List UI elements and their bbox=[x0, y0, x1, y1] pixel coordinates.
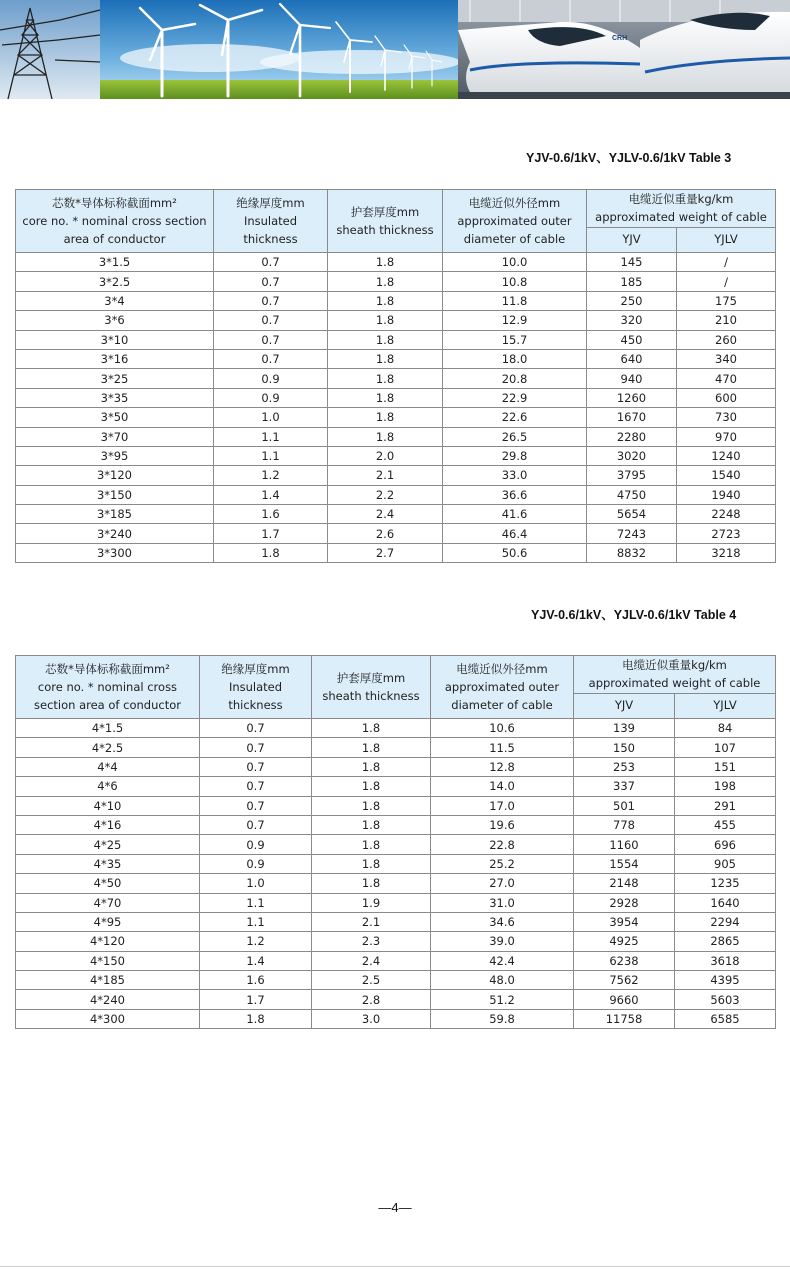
cell-diameter: 17.0 bbox=[431, 796, 574, 815]
cell-weight-yjlv: 470 bbox=[677, 369, 776, 388]
cell-weight-yjv: 1554 bbox=[574, 854, 675, 873]
cell-weight-yjv: 3020 bbox=[587, 446, 677, 465]
cell-sheath: 2.4 bbox=[328, 505, 443, 524]
cell-sheath: 1.8 bbox=[312, 854, 431, 873]
cell-weight-yjv: 7243 bbox=[587, 524, 677, 543]
cell-weight-yjlv: 210 bbox=[677, 311, 776, 330]
cell-sheath: 1.8 bbox=[312, 757, 431, 776]
cell-weight-yjlv: / bbox=[677, 272, 776, 291]
cell-diameter: 22.6 bbox=[443, 408, 587, 427]
cell-insulation: 1.2 bbox=[200, 932, 312, 951]
cable-spec-table-3 bbox=[15, 189, 776, 563]
cell-sheath: 1.8 bbox=[312, 777, 431, 796]
cell-conductor: 3*70 bbox=[16, 427, 214, 446]
cell-weight-yjlv: / bbox=[677, 253, 776, 272]
cell-weight-yjv: 7562 bbox=[574, 971, 675, 990]
cell-conductor: 3*150 bbox=[16, 485, 214, 504]
cell-insulation: 0.7 bbox=[200, 796, 312, 815]
table-row bbox=[16, 1009, 776, 1028]
table-row bbox=[16, 408, 776, 427]
cell-insulation: 1.0 bbox=[214, 408, 328, 427]
table-row bbox=[16, 719, 776, 738]
table-row bbox=[16, 951, 776, 970]
cell-sheath: 1.8 bbox=[328, 253, 443, 272]
cell-sheath: 1.8 bbox=[328, 388, 443, 407]
cell-sheath: 2.7 bbox=[328, 543, 443, 562]
page-number: —4— bbox=[378, 1200, 412, 1215]
cell-diameter: 12.8 bbox=[431, 757, 574, 776]
cell-weight-yjlv: 905 bbox=[675, 854, 776, 873]
cell-weight-yjlv: 1940 bbox=[677, 485, 776, 504]
cell-diameter: 12.9 bbox=[443, 311, 587, 330]
cell-sheath: 2.6 bbox=[328, 524, 443, 543]
table-row bbox=[16, 893, 776, 912]
table-row bbox=[16, 272, 776, 291]
cell-sheath: 2.2 bbox=[328, 485, 443, 504]
cell-insulation: 1.2 bbox=[214, 466, 328, 485]
high-speed-train-image bbox=[458, 0, 790, 99]
cell-sheath: 2.4 bbox=[312, 951, 431, 970]
cell-sheath: 2.3 bbox=[312, 932, 431, 951]
cell-weight-yjv: 3795 bbox=[587, 466, 677, 485]
cell-sheath: 2.5 bbox=[312, 971, 431, 990]
cell-sheath: 2.0 bbox=[328, 446, 443, 465]
cell-sheath: 1.9 bbox=[312, 893, 431, 912]
header-sheath-thickness: 护套厚度mm sheath thickness bbox=[328, 190, 443, 253]
cell-weight-yjlv: 455 bbox=[675, 815, 776, 834]
header-insulation-thickness: 绝缘厚度mm Insulated thickness bbox=[214, 190, 328, 253]
cell-weight-yjlv: 175 bbox=[677, 291, 776, 310]
cell-weight-yjlv: 260 bbox=[677, 330, 776, 349]
cell-weight-yjlv: 1240 bbox=[677, 446, 776, 465]
cell-weight-yjv: 940 bbox=[587, 369, 677, 388]
cell-insulation: 1.4 bbox=[200, 951, 312, 970]
cell-sheath: 1.8 bbox=[328, 408, 443, 427]
cell-weight-yjlv: 970 bbox=[677, 427, 776, 446]
header-yjv: YJV bbox=[587, 227, 677, 252]
cell-diameter: 29.8 bbox=[443, 446, 587, 465]
header-outer-diameter: 电缆近似外径mm approximated outer diameter of cable bbox=[443, 190, 587, 253]
cell-conductor: 4*120 bbox=[16, 932, 200, 951]
cell-weight-yjlv: 5603 bbox=[675, 990, 776, 1009]
header-cable-weight: 电缆近似重量kg/km approximated weight of cable bbox=[574, 656, 776, 694]
cell-weight-yjlv: 291 bbox=[675, 796, 776, 815]
page-bottom-rule bbox=[0, 1266, 790, 1267]
cell-conductor: 4*185 bbox=[16, 971, 200, 990]
cell-conductor: 4*1.5 bbox=[16, 719, 200, 738]
cell-weight-yjv: 11758 bbox=[574, 1009, 675, 1028]
cell-conductor: 4*25 bbox=[16, 835, 200, 854]
cell-weight-yjlv: 696 bbox=[675, 835, 776, 854]
cell-diameter: 18.0 bbox=[443, 349, 587, 368]
cell-conductor: 3*120 bbox=[16, 466, 214, 485]
cell-insulation: 0.9 bbox=[214, 388, 328, 407]
cell-weight-yjv: 139 bbox=[574, 719, 675, 738]
cell-weight-yjlv: 3218 bbox=[677, 543, 776, 562]
cell-diameter: 10.0 bbox=[443, 253, 587, 272]
cell-weight-yjv: 501 bbox=[574, 796, 675, 815]
cell-conductor: 3*2.5 bbox=[16, 272, 214, 291]
cell-insulation: 1.6 bbox=[214, 505, 328, 524]
cell-weight-yjlv: 1235 bbox=[675, 874, 776, 893]
cell-diameter: 31.0 bbox=[431, 893, 574, 912]
cell-weight-yjv: 2148 bbox=[574, 874, 675, 893]
cell-weight-yjv: 1670 bbox=[587, 408, 677, 427]
cell-diameter: 34.6 bbox=[431, 912, 574, 931]
cell-sheath: 1.8 bbox=[312, 815, 431, 834]
cell-weight-yjlv: 151 bbox=[675, 757, 776, 776]
table-row bbox=[16, 835, 776, 854]
cell-weight-yjv: 640 bbox=[587, 349, 677, 368]
cell-diameter: 10.6 bbox=[431, 719, 574, 738]
cell-conductor: 4*70 bbox=[16, 893, 200, 912]
cell-sheath: 1.8 bbox=[328, 311, 443, 330]
header-sheath-thickness: 护套厚度mm sheath thickness bbox=[312, 656, 431, 719]
cell-weight-yjlv: 1540 bbox=[677, 466, 776, 485]
cell-diameter: 48.0 bbox=[431, 971, 574, 990]
cell-conductor: 4*4 bbox=[16, 757, 200, 776]
cell-insulation: 1.8 bbox=[200, 1009, 312, 1028]
table-row bbox=[16, 738, 776, 757]
cell-sheath: 1.8 bbox=[328, 291, 443, 310]
cell-weight-yjv: 3954 bbox=[574, 912, 675, 931]
cell-weight-yjv: 6238 bbox=[574, 951, 675, 970]
cell-weight-yjv: 5654 bbox=[587, 505, 677, 524]
cell-diameter: 19.6 bbox=[431, 815, 574, 834]
table-row bbox=[16, 253, 776, 272]
cell-insulation: 1.1 bbox=[214, 427, 328, 446]
cell-insulation: 1.1 bbox=[214, 446, 328, 465]
cell-diameter: 41.6 bbox=[443, 505, 587, 524]
cell-conductor: 4*16 bbox=[16, 815, 200, 834]
cell-diameter: 10.8 bbox=[443, 272, 587, 291]
table-3-body bbox=[16, 253, 776, 563]
cell-conductor: 3*16 bbox=[16, 349, 214, 368]
crh-logo-text: CRH bbox=[612, 35, 628, 42]
cell-weight-yjv: 250 bbox=[587, 291, 677, 310]
header-yjv: YJV bbox=[574, 693, 675, 718]
cell-weight-yjv: 8832 bbox=[587, 543, 677, 562]
table-row bbox=[16, 757, 776, 776]
cell-weight-yjlv: 2723 bbox=[677, 524, 776, 543]
cell-weight-yjv: 1260 bbox=[587, 388, 677, 407]
cell-insulation: 0.7 bbox=[214, 272, 328, 291]
table-row bbox=[16, 505, 776, 524]
table-row bbox=[16, 971, 776, 990]
cell-diameter: 36.6 bbox=[443, 485, 587, 504]
cell-conductor: 4*300 bbox=[16, 1009, 200, 1028]
header-conductor-section: 芯数*导体标称截面mm² core no. * nominal cross section area of conductor bbox=[16, 190, 214, 253]
cell-weight-yjv: 2928 bbox=[574, 893, 675, 912]
cell-conductor: 4*2.5 bbox=[16, 738, 200, 757]
table-3-title: YJV-0.6/1kV、YJLV-0.6/1kV Table 3 bbox=[526, 151, 732, 165]
wind-turbines-image bbox=[100, 0, 460, 99]
cell-sheath: 1.8 bbox=[312, 738, 431, 757]
cell-weight-yjlv: 730 bbox=[677, 408, 776, 427]
cell-sheath: 2.1 bbox=[328, 466, 443, 485]
cell-weight-yjlv: 340 bbox=[677, 349, 776, 368]
cell-diameter: 33.0 bbox=[443, 466, 587, 485]
cell-diameter: 27.0 bbox=[431, 874, 574, 893]
cell-conductor: 3*1.5 bbox=[16, 253, 214, 272]
cell-weight-yjv: 1160 bbox=[574, 835, 675, 854]
cell-weight-yjlv: 3618 bbox=[675, 951, 776, 970]
cell-diameter: 42.4 bbox=[431, 951, 574, 970]
cell-insulation: 1.0 bbox=[200, 874, 312, 893]
cell-insulation: 1.4 bbox=[214, 485, 328, 504]
table-row bbox=[16, 369, 776, 388]
table-row bbox=[16, 446, 776, 465]
cell-conductor: 4*150 bbox=[16, 951, 200, 970]
cell-conductor: 3*240 bbox=[16, 524, 214, 543]
cell-conductor: 4*6 bbox=[16, 777, 200, 796]
cell-conductor: 4*35 bbox=[16, 854, 200, 873]
cell-conductor: 4*95 bbox=[16, 912, 200, 931]
header-yjlv: YJLV bbox=[677, 227, 776, 252]
cell-weight-yjv: 778 bbox=[574, 815, 675, 834]
cell-sheath: 1.8 bbox=[328, 427, 443, 446]
cell-diameter: 11.8 bbox=[443, 291, 587, 310]
table-row bbox=[16, 291, 776, 310]
header-outer-diameter: 电缆近似外径mm approximated outer diameter of cable bbox=[431, 656, 574, 719]
header-conductor-section: 芯数*导体标称截面mm² core no. * nominal cross section area of conductor bbox=[16, 656, 200, 719]
table-row bbox=[16, 427, 776, 446]
cell-sheath: 1.8 bbox=[328, 330, 443, 349]
table-row bbox=[16, 990, 776, 1009]
cell-insulation: 1.6 bbox=[200, 971, 312, 990]
cell-insulation: 0.7 bbox=[200, 738, 312, 757]
table-4-title: YJV-0.6/1kV、YJLV-0.6/1kV Table 4 bbox=[531, 608, 737, 622]
header-cable-weight: 电缆近似重量kg/km approximated weight of cable bbox=[587, 190, 776, 228]
cell-sheath: 1.8 bbox=[312, 796, 431, 815]
table-row bbox=[16, 485, 776, 504]
table-row bbox=[16, 932, 776, 951]
cell-conductor: 3*4 bbox=[16, 291, 214, 310]
header-banner bbox=[0, 0, 790, 99]
cell-insulation: 0.9 bbox=[200, 854, 312, 873]
table-row bbox=[16, 388, 776, 407]
cell-insulation: 0.7 bbox=[214, 349, 328, 368]
cell-weight-yjlv: 198 bbox=[675, 777, 776, 796]
header-yjlv: YJLV bbox=[675, 693, 776, 718]
table-row bbox=[16, 796, 776, 815]
cell-insulation: 0.9 bbox=[200, 835, 312, 854]
cell-sheath: 3.0 bbox=[312, 1009, 431, 1028]
cell-conductor: 4*50 bbox=[16, 874, 200, 893]
power-tower-image bbox=[0, 0, 100, 99]
cell-weight-yjlv: 107 bbox=[675, 738, 776, 757]
cell-weight-yjv: 145 bbox=[587, 253, 677, 272]
cell-insulation: 0.9 bbox=[214, 369, 328, 388]
cell-sheath: 1.8 bbox=[312, 874, 431, 893]
table-row bbox=[16, 777, 776, 796]
cell-conductor: 4*240 bbox=[16, 990, 200, 1009]
cell-weight-yjv: 450 bbox=[587, 330, 677, 349]
cell-conductor: 3*50 bbox=[16, 408, 214, 427]
cell-diameter: 39.0 bbox=[431, 932, 574, 951]
cell-weight-yjv: 185 bbox=[587, 272, 677, 291]
cable-spec-table-4 bbox=[15, 655, 776, 1029]
table-row bbox=[16, 330, 776, 349]
cell-sheath: 1.8 bbox=[312, 835, 431, 854]
cell-weight-yjv: 4925 bbox=[574, 932, 675, 951]
cell-weight-yjlv: 2294 bbox=[675, 912, 776, 931]
table-row bbox=[16, 311, 776, 330]
cell-conductor: 3*185 bbox=[16, 505, 214, 524]
cell-weight-yjlv: 600 bbox=[677, 388, 776, 407]
cell-weight-yjv: 150 bbox=[574, 738, 675, 757]
cell-sheath: 1.8 bbox=[328, 369, 443, 388]
cell-insulation: 0.7 bbox=[214, 253, 328, 272]
cell-weight-yjlv: 4395 bbox=[675, 971, 776, 990]
cell-diameter: 59.8 bbox=[431, 1009, 574, 1028]
cell-weight-yjv: 2280 bbox=[587, 427, 677, 446]
cell-diameter: 20.8 bbox=[443, 369, 587, 388]
table-4-body bbox=[16, 719, 776, 1029]
cell-weight-yjv: 337 bbox=[574, 777, 675, 796]
cell-diameter: 50.6 bbox=[443, 543, 587, 562]
cell-weight-yjlv: 6585 bbox=[675, 1009, 776, 1028]
cell-weight-yjlv: 84 bbox=[675, 719, 776, 738]
cell-insulation: 0.7 bbox=[214, 291, 328, 310]
cell-sheath: 1.8 bbox=[328, 272, 443, 291]
cell-sheath: 1.8 bbox=[312, 719, 431, 738]
cell-insulation: 0.7 bbox=[200, 777, 312, 796]
cell-diameter: 14.0 bbox=[431, 777, 574, 796]
cell-conductor: 4*10 bbox=[16, 796, 200, 815]
cell-weight-yjv: 4750 bbox=[587, 485, 677, 504]
table-row bbox=[16, 349, 776, 368]
cell-weight-yjv: 253 bbox=[574, 757, 675, 776]
cell-conductor: 3*10 bbox=[16, 330, 214, 349]
cell-conductor: 3*300 bbox=[16, 543, 214, 562]
cell-insulation: 0.7 bbox=[200, 719, 312, 738]
cell-diameter: 15.7 bbox=[443, 330, 587, 349]
cell-insulation: 1.7 bbox=[214, 524, 328, 543]
cell-insulation: 0.7 bbox=[200, 757, 312, 776]
cell-weight-yjv: 320 bbox=[587, 311, 677, 330]
cell-insulation: 1.8 bbox=[214, 543, 328, 562]
table-row bbox=[16, 854, 776, 873]
table-row bbox=[16, 524, 776, 543]
cell-weight-yjlv: 1640 bbox=[675, 893, 776, 912]
table-row bbox=[16, 815, 776, 834]
table-row bbox=[16, 912, 776, 931]
cell-weight-yjlv: 2865 bbox=[675, 932, 776, 951]
cell-weight-yjv: 9660 bbox=[574, 990, 675, 1009]
cell-conductor: 3*35 bbox=[16, 388, 214, 407]
header-insulation-thickness: 绝缘厚度mm Insulated thickness bbox=[200, 656, 312, 719]
cell-diameter: 26.5 bbox=[443, 427, 587, 446]
cell-diameter: 11.5 bbox=[431, 738, 574, 757]
cell-insulation: 0.7 bbox=[214, 330, 328, 349]
cell-weight-yjlv: 2248 bbox=[677, 505, 776, 524]
cell-conductor: 3*95 bbox=[16, 446, 214, 465]
cell-diameter: 51.2 bbox=[431, 990, 574, 1009]
cell-conductor: 3*25 bbox=[16, 369, 214, 388]
cell-conductor: 3*6 bbox=[16, 311, 214, 330]
cell-sheath: 2.1 bbox=[312, 912, 431, 931]
table-row bbox=[16, 466, 776, 485]
cell-insulation: 1.1 bbox=[200, 893, 312, 912]
cell-diameter: 22.8 bbox=[431, 835, 574, 854]
cell-sheath: 2.8 bbox=[312, 990, 431, 1009]
cell-insulation: 0.7 bbox=[200, 815, 312, 834]
cell-sheath: 1.8 bbox=[328, 349, 443, 368]
table-row bbox=[16, 543, 776, 562]
cell-diameter: 22.9 bbox=[443, 388, 587, 407]
cell-insulation: 1.1 bbox=[200, 912, 312, 931]
cell-diameter: 46.4 bbox=[443, 524, 587, 543]
cell-diameter: 25.2 bbox=[431, 854, 574, 873]
table-row bbox=[16, 874, 776, 893]
cell-insulation: 1.7 bbox=[200, 990, 312, 1009]
cell-insulation: 0.7 bbox=[214, 311, 328, 330]
